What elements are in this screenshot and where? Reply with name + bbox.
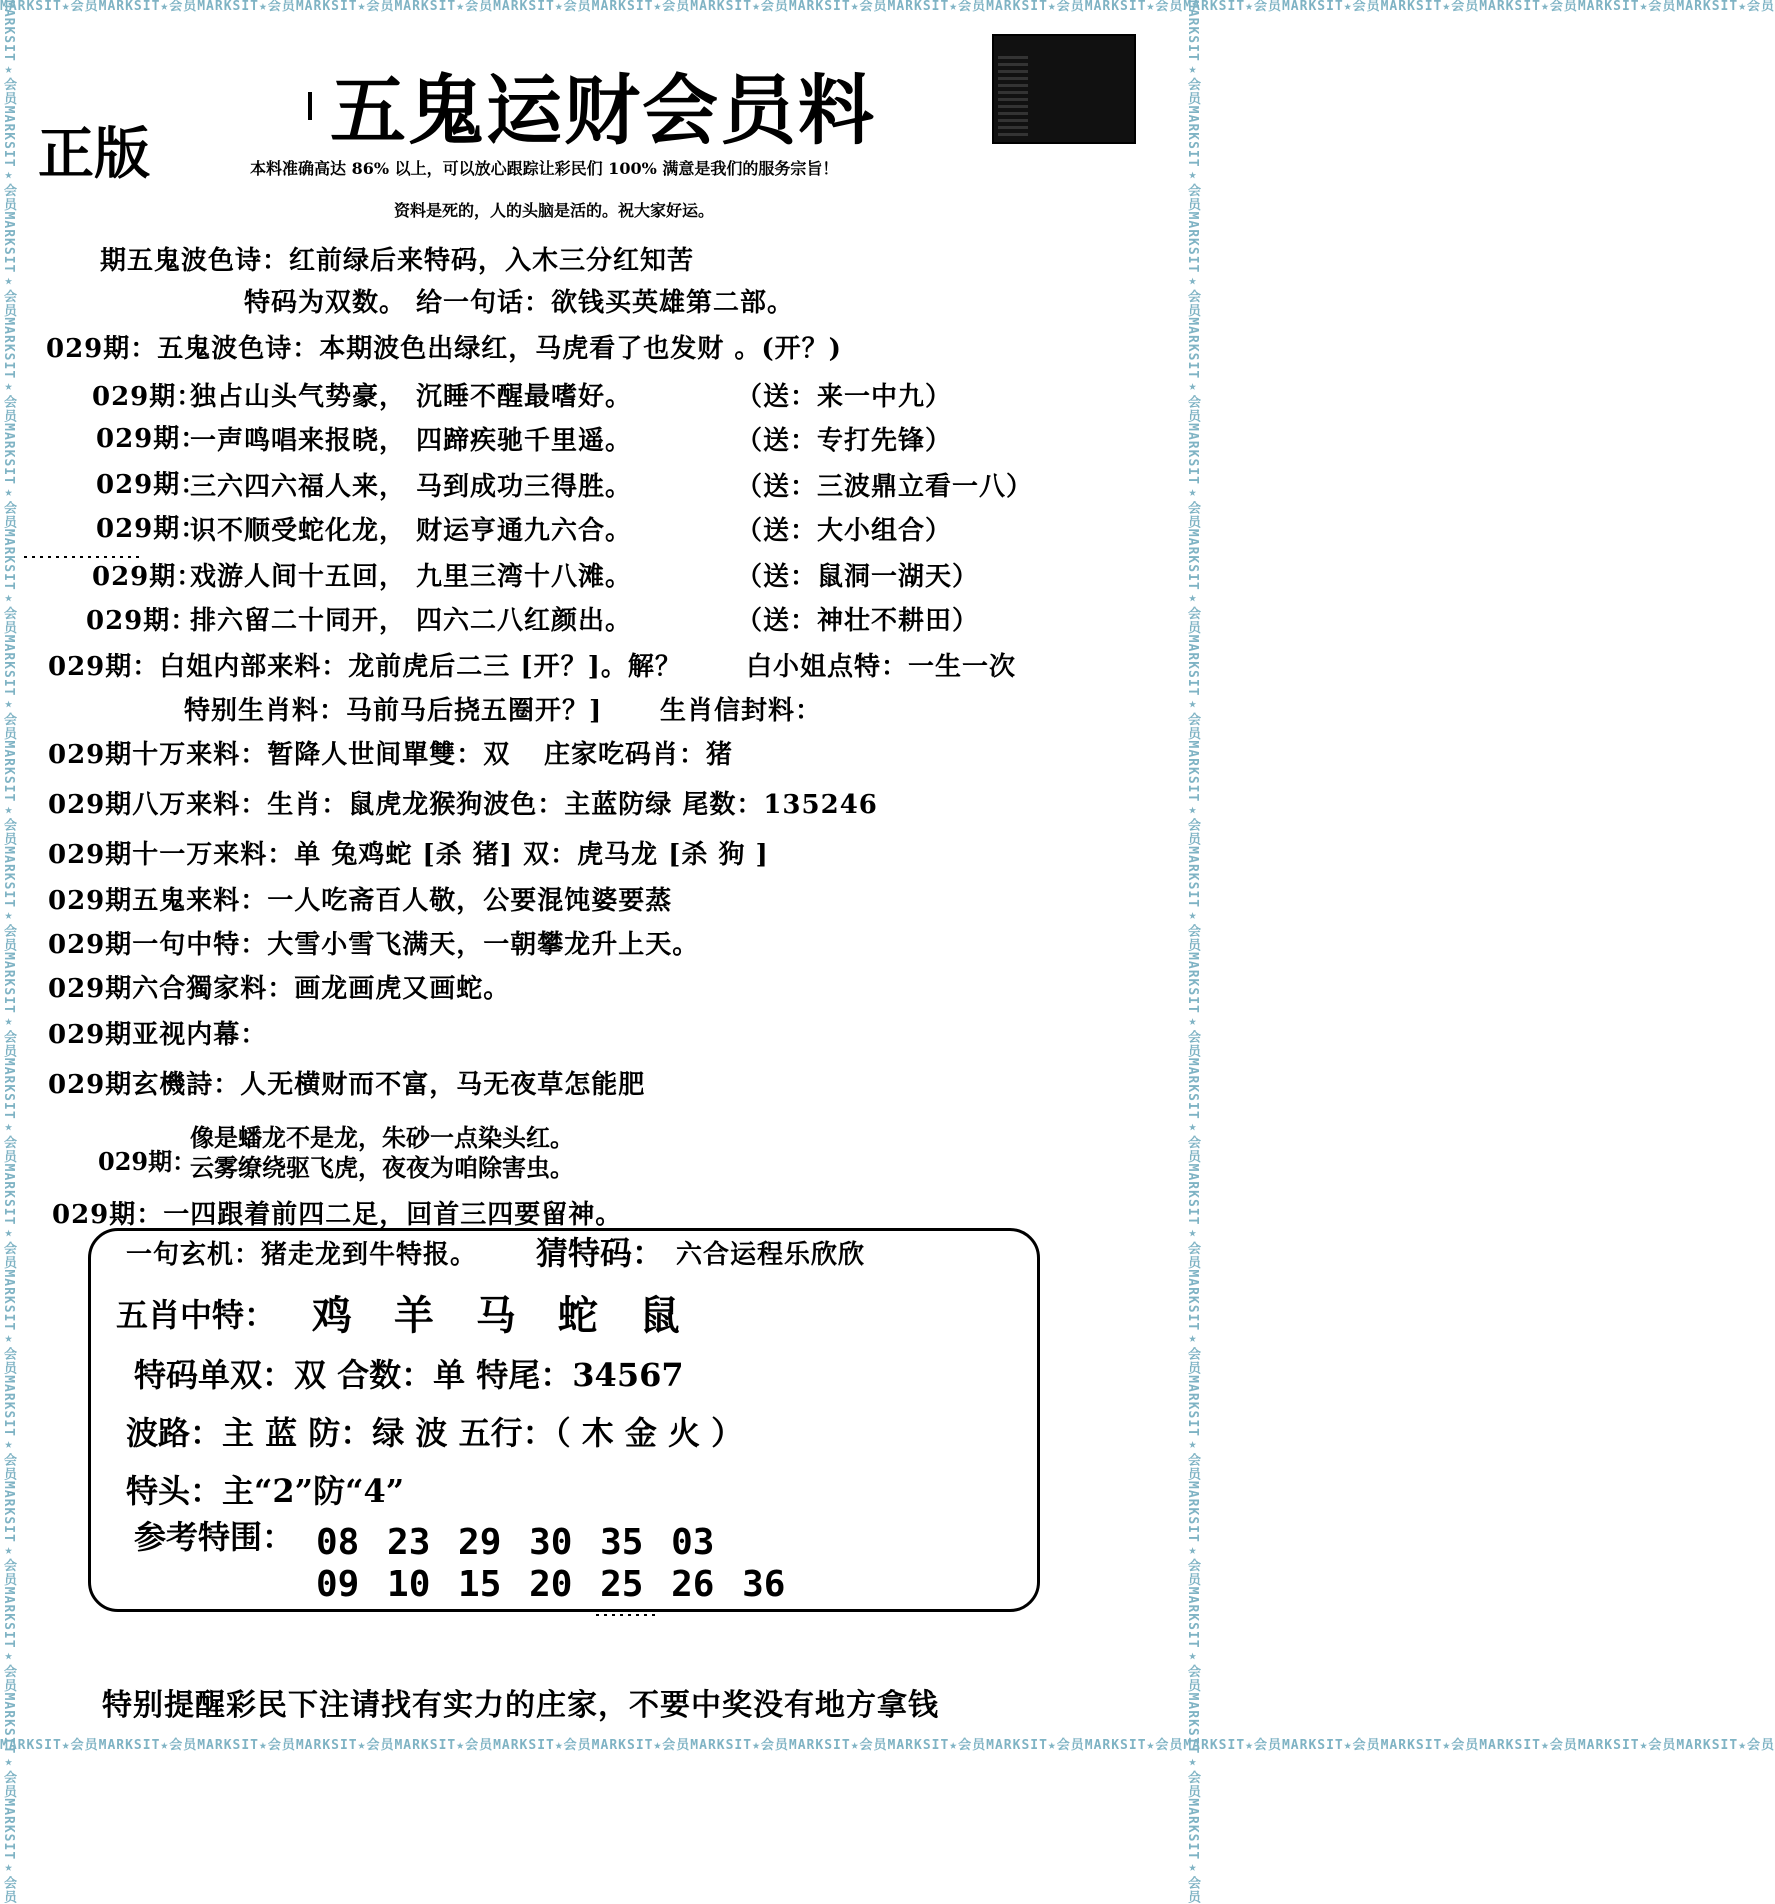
box-reference-label: 参考特围： — [134, 1518, 295, 1556]
line-zodiac-special: 特别生肖料：马前马后挠五圈开？] — [184, 696, 603, 726]
intro-line-2: 特码为双数。 给一句话：欲钱买英雄第二部。 — [244, 288, 795, 318]
riddle-prefix: 029期： — [98, 1147, 197, 1176]
title-marker — [308, 92, 312, 120]
poem-verse: 排六留二十同开， 四六二八红颜出。 — [190, 606, 633, 636]
tagline-accuracy: 本料准确高达 86% 以上，可以放心跟踪让彩民们 100% 满意是我们的服务宗旨！ — [250, 159, 839, 178]
box-numbers-row-1: 08 23 29 30 35 03 — [316, 1522, 715, 1563]
poem-prefix: 029期： — [96, 470, 208, 500]
poem-gift: （送：神壮不耕田） — [736, 606, 980, 636]
scan-dots — [596, 1614, 656, 1616]
line-follow: 029期：一四跟着前四二足，回首三四要留神。 — [52, 1200, 623, 1230]
line-110k: 029期十一万来料：单 兔鸡蛇 [杀 猪] 双：虎马龙 [杀 狗 ] — [48, 840, 769, 870]
line-wave-poem: 029期：五鬼波色诗：本期波色出绿红，马虎看了也发财 。(开？) — [46, 334, 842, 364]
poem-gift: （送：鼠洞一湖天） — [736, 562, 980, 592]
poem-prefix: 029期： — [96, 424, 208, 454]
box-guess-label: 猜特码： — [536, 1234, 665, 1272]
riddle-line-1: 像是蟠龙不是龙，朱砂一点染头红。 — [190, 1123, 574, 1152]
poem-prefix: 029期： — [86, 606, 198, 636]
poem-verse: 三六四六福人来， 马到成功三得胜。 — [190, 472, 633, 502]
line-one-sentence: 029期一句中特：大雪小雪飞满天，一朝攀龙升上天。 — [48, 930, 700, 960]
line-baijie-inner: 029期：白姐内部来料：龙前虎后二三 [开？]。解？ — [48, 652, 682, 682]
line-baijie-tip: 白小姐点特：一生一次 — [746, 652, 1017, 682]
line-exclusive: 029期六合獨家料：画龙画虎又画蛇。 — [48, 974, 511, 1004]
box-odd-even: 特码单双：双 合数：单 特尾：34567 — [134, 1356, 684, 1394]
block-noise — [998, 56, 1028, 136]
poem-gift: （送：大小组合） — [736, 516, 953, 546]
footer-warning: 特别提醒彩民下注请找有实力的庄家，不要中奖没有地方拿钱 — [102, 1688, 939, 1723]
line-atv: 029期亚视内幕： — [48, 1020, 268, 1050]
poem-verse: 一声鸣唱来报晓， 四蹄疾驰千里遥。 — [190, 426, 633, 456]
poem-gift: （送：来一中九） — [736, 382, 953, 412]
line-mystic-poem: 029期玄機詩：人无横财而不富，马无夜草怎能肥 — [48, 1070, 646, 1100]
tagline-luck: 资料是死的，人的头脑是活的。祝大家好运。 — [394, 201, 715, 220]
poem-prefix: 029期： — [96, 514, 208, 544]
line-five-ghost: 029期五鬼来料：一人吃斋百人敬，公要混饨婆要蒸 — [48, 886, 673, 916]
line-zodiac-envelope: 生肖信封料： — [660, 696, 823, 726]
poem-verse: 识不顺受蛇化龙， 财运亨通九六合。 — [190, 516, 633, 546]
line-100k: 029期十万来料：暂降人世间單雙：双 — [48, 740, 511, 770]
black-block-image — [992, 34, 1136, 144]
watermark-bottom: MARKSIT★会员MARKSIT★会员MARKSIT★会员MARKSIT★会员MARKSIT★会员MARKSIT★会员MARKSIT★会员MARKSIT★会员MARKSIT★会员MARKSIT★会员MARKSIT★会员MARKSIT★会员MARKSIT★会员MARKSIT★会员MARKSIT★会员MARKSIT★会员MARKSIT★会员MARKSIT★会员 — [0, 1738, 1775, 1753]
line-80k: 029期八万来料：生肖：鼠虎龙猴狗波色：主蓝防绿 尾数：135246 — [48, 790, 878, 820]
line-banker: 庄家吃码肖：猪 — [544, 740, 734, 770]
box-five-zodiac-label: 五肖中特： — [116, 1296, 277, 1334]
watermark-top: MARKSIT★会员MARKSIT★会员MARKSIT★会员MARKSIT★会员MARKSIT★会员MARKSIT★会员MARKSIT★会员MARKSIT★会员MARKSIT★会员MARKSIT★会员MARKSIT★会员MARKSIT★会员MARKSIT★会员MARKSIT★会员MARKSIT★会员MARKSIT★会员MARKSIT★会员MARKSIT★会员 — [0, 0, 1775, 14]
poem-prefix: 029期： — [92, 382, 204, 412]
poem-verse: 戏游人间十五回， 九里三湾十八滩。 — [190, 562, 633, 592]
intro-line-1: 期五鬼波色诗：红前绿后来特码，入木三分红知苦 — [100, 246, 695, 276]
poem-prefix: 029期： — [92, 562, 204, 592]
watermark-right: MARKSIT★会员MARKSIT★会员MARKSIT★会员MARKSIT★会员MARKSIT★会员MARKSIT★会员MARKSIT★会员MARKSIT★会员MARKSIT★会员MARKSIT★会员MARKSIT★会员MARKSIT★会员MARKSIT★会员MARKSIT★会员MARKSIT★会员MARKSIT★会员MARKSIT★会员MARKSIT★会员 — [1185, 0, 1200, 1904]
box-numbers-row-2: 09 10 15 20 25 26 36 — [316, 1564, 786, 1605]
box-wave-route: 波路：主 蓝 防：绿 波 五行：（ 木 金 火 ） — [126, 1414, 744, 1452]
riddle-line-2: 云雾缭绕驱飞虎，夜夜为咱除害虫。 — [190, 1153, 574, 1182]
poem-gift: （送：三波鼎立看一八） — [736, 472, 1034, 502]
poem-gift: （送：专打先锋） — [736, 426, 953, 456]
poem-verse: 独占山头气势豪， 沉睡不醒最嗜好。 — [190, 382, 633, 412]
box-guess-value: 六合运程乐欣欣 — [676, 1240, 866, 1270]
edition-badge: 正版 — [38, 121, 150, 187]
page-title: 五鬼运财会员料 — [330, 66, 876, 155]
box-head: 特头：主“2”防“4” — [126, 1472, 405, 1510]
box-mystic: 一句玄机：猪走龙到牛特报。 — [126, 1240, 478, 1270]
box-five-zodiac-value: 鸡 羊 马 蛇 鼠 — [312, 1292, 694, 1339]
watermark-left: MARKSIT★会员MARKSIT★会员MARKSIT★会员MARKSIT★会员MARKSIT★会员MARKSIT★会员MARKSIT★会员MARKSIT★会员MARKSIT★会员MARKSIT★会员MARKSIT★会员MARKSIT★会员MARKSIT★会员MARKSIT★会员MARKSIT★会员MARKSIT★会员MARKSIT★会员MARKSIT★会员 — [1, 0, 16, 1904]
